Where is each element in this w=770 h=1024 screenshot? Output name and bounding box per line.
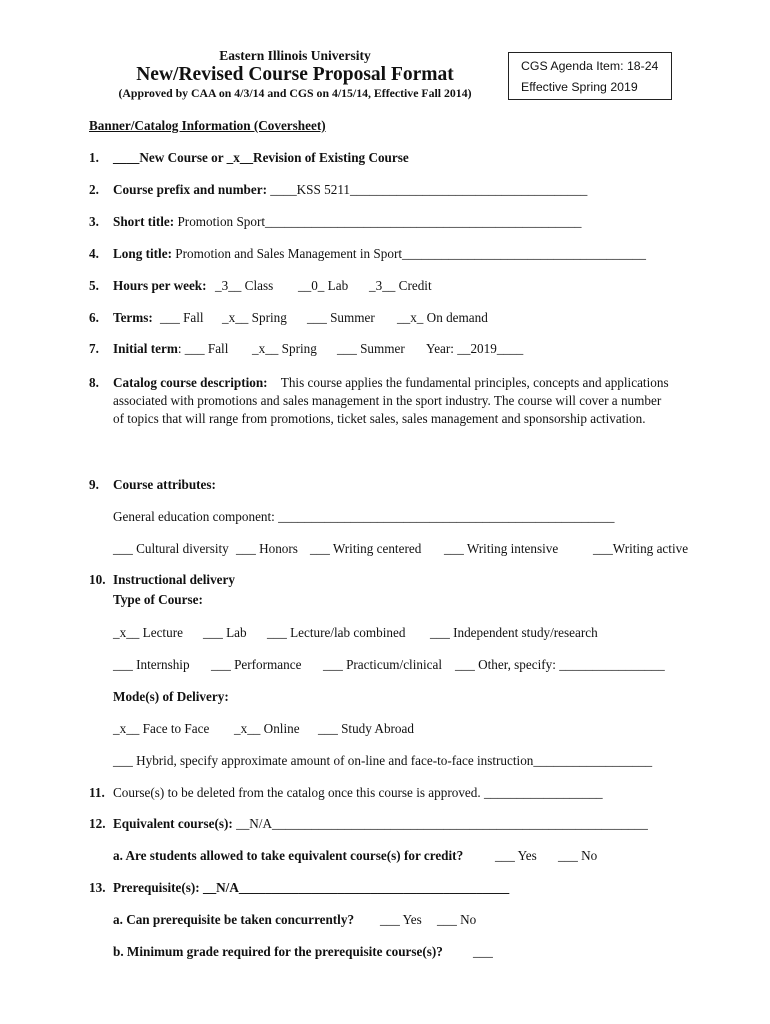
attr-writing-active: ___Writing active: [593, 541, 689, 556]
instructional-delivery-label: Instructional delivery: [113, 572, 235, 587]
initial-term-summer: ___ Summer: [337, 341, 405, 356]
item-6-number: 6.: [89, 310, 99, 325]
agenda-item: CGS Agenda Item: 18-24: [521, 59, 659, 73]
mode-online: _x__ Online: [234, 721, 300, 736]
type-other: ___ Other, specify: ________________: [455, 657, 665, 672]
item-9-number: 9.: [89, 477, 99, 492]
effective-term: Effective Spring 2019: [521, 80, 638, 94]
catalog-description: [113, 374, 673, 428]
equivalent-courses-row: [113, 816, 648, 832]
short-title-value: Promotion Sport________________________________________________: [174, 214, 582, 229]
terms-spring: _x__ Spring: [222, 310, 287, 325]
initial-term-row: [113, 341, 228, 357]
mode-hybrid: ___ Hybrid, specify approximate amount of on-line and face-to-face instruction__________________: [113, 753, 653, 768]
initial-term-label: Initial term: [113, 341, 178, 356]
item-5-number: 5.: [89, 278, 99, 293]
hours-class: _3__ Class: [215, 278, 274, 293]
hours-label: Hours per week:: [113, 278, 207, 293]
hours-lab: __0_ Lab: [298, 278, 349, 293]
prerequisite-row: [113, 880, 509, 896]
type-practicum: ___ Practicum/clinical: [323, 657, 443, 672]
type-independent-study: ___ Independent study/research: [430, 625, 598, 640]
attr-writing-centered: ___ Writing centered: [310, 541, 422, 556]
type-of-course-label: Type of Course:: [113, 592, 203, 607]
long-title-row: [113, 246, 646, 262]
long-title-value: Promotion and Sales Management in Sport_____________________________________: [171, 246, 646, 261]
initial-term-year: Year: __2019____: [426, 341, 524, 356]
agenda-box: [508, 52, 672, 100]
minimum-grade-blank: ___: [473, 944, 493, 959]
university-name: Eastern Illinois University: [219, 48, 371, 63]
item-3-number: 3.: [89, 214, 99, 229]
item-4-number: 4.: [89, 246, 99, 261]
courses-deleted: Course(s) to be deleted from the catalog once this course is approved. __________________: [113, 785, 603, 800]
concurrent-yes: ___ Yes: [380, 912, 422, 927]
item-13-number: 13.: [89, 880, 106, 895]
approval-note: (Approved by CAA on 4/3/14 and CGS on 4/15/14, Effective Fall 2014): [118, 86, 472, 100]
course-prefix-row: [113, 182, 587, 198]
equivalent-credit-no: ___ No: [558, 848, 598, 863]
item-10-number: 10.: [89, 572, 106, 587]
initial-term-fall: : ___ Fall: [177, 341, 229, 356]
course-attributes-label: Course attributes:: [113, 477, 216, 492]
type-performance: ___ Performance: [211, 657, 302, 672]
type-lecture-lab: ___ Lecture/lab combined: [267, 625, 406, 640]
new-or-revision: ____New Course or _x__Revision of Existing Course: [113, 150, 409, 165]
minimum-grade-question: b. Minimum grade required for the prerequisite course(s)?: [113, 944, 443, 959]
equivalent-courses-value: __N/A_________________________________________________________: [232, 816, 648, 831]
mode-face-to-face: _x__ Face to Face: [113, 721, 210, 736]
type-lecture: _x__ Lecture: [113, 625, 183, 640]
item-1-number: 1.: [89, 150, 99, 165]
form-title: New/Revised Course Proposal Format: [136, 64, 454, 85]
short-title-label: Short title:: [113, 214, 175, 229]
catalog-description-label: Catalog course description:: [113, 375, 268, 390]
prerequisite-label: Prerequisite(s):: [113, 880, 200, 895]
course-prefix-value: ____KSS 5211____________________________________: [266, 182, 588, 197]
item-8-number: 8.: [89, 375, 99, 390]
long-title-label: Long title:: [113, 246, 172, 261]
attr-honors: ___ Honors: [236, 541, 298, 556]
attr-writing-intensive: ___ Writing intensive: [444, 541, 559, 556]
equivalent-courses-label: Equivalent course(s):: [113, 816, 233, 831]
item-11-number: 11.: [89, 785, 105, 800]
section-heading: Banner/Catalog Information (Coversheet): [89, 118, 326, 133]
concurrent-no: ___ No: [437, 912, 477, 927]
mode-study-abroad: ___ Study Abroad: [318, 721, 414, 736]
item-2-number: 2.: [89, 182, 99, 197]
terms-on-demand: __x_ On demand: [397, 310, 488, 325]
hours-credit: _3__ Credit: [369, 278, 432, 293]
equivalent-credit-yes: ___ Yes: [495, 848, 537, 863]
course-prefix-label: Course prefix and number:: [113, 182, 267, 197]
terms-fall: ___ Fall: [160, 310, 204, 325]
equivalent-credit-question: a. Are students allowed to take equivalent course(s) for credit?: [113, 848, 464, 863]
terms-label: Terms:: [113, 310, 153, 325]
item-12-number: 12.: [89, 816, 106, 831]
concurrent-question: a. Can prerequisite be taken concurrently?: [113, 912, 355, 927]
attr-cultural-diversity: ___ Cultural diversity: [113, 541, 229, 556]
short-title-row: [113, 214, 582, 230]
initial-term-spring: _x__ Spring: [252, 341, 317, 356]
type-internship: ___ Internship: [113, 657, 190, 672]
item-7-number: 7.: [89, 341, 99, 356]
type-lab: ___ Lab: [203, 625, 247, 640]
prerequisite-value: __N/A_________________________________________: [199, 880, 510, 895]
gen-ed-component: General education component: ___________________________________________________: [113, 509, 615, 524]
mode-of-delivery-label: Mode(s) of Delivery:: [113, 689, 229, 704]
terms-summer: ___ Summer: [307, 310, 375, 325]
catalog-description-text: This course applies the fundamental principles, concepts and applications associated with promotions and sales management in the sport industry. The course will cover a number of topics that will range from promotions, ticket sales, sales management and sponsorship activation.: [113, 375, 669, 426]
